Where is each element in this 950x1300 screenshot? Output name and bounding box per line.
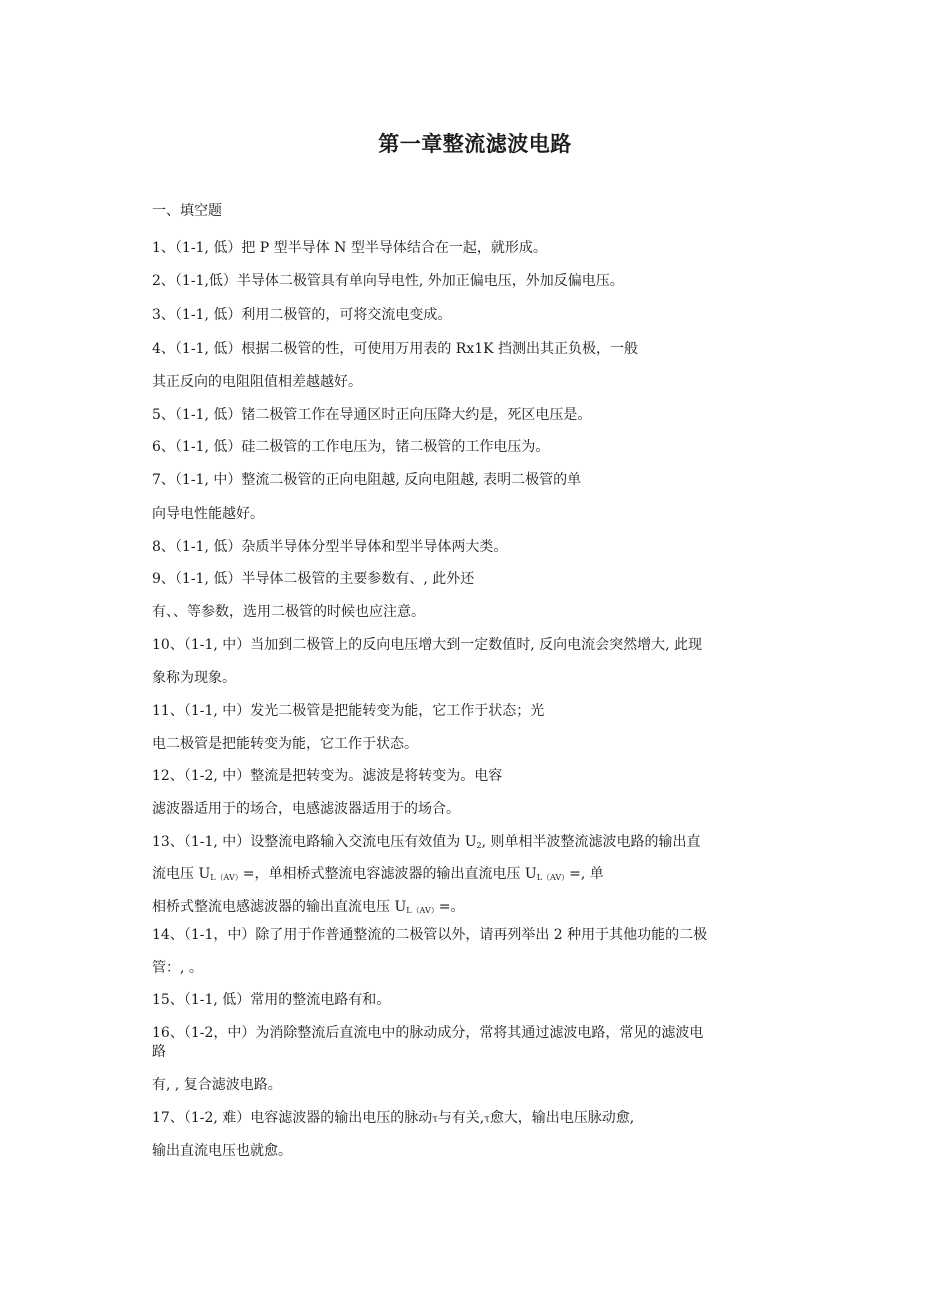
q13-subscript-2: 2: [476, 841, 482, 850]
q13-line3-part2: =。: [438, 899, 465, 915]
question-15: 15、（1-1, 低）常用的整流电路有和。: [152, 992, 391, 1008]
q17-line1-part2: 与有关,: [437, 1110, 485, 1126]
question-1: 1、（1-1, 低）把 P 型半导体 N 型半导体结合在一起，就形成。: [152, 240, 547, 256]
question-3: 3、（1-1, 低）利用二极管的，可将交流电变成。: [152, 307, 452, 323]
q13-line2-part2: =，单相桥式整流电容滤波器的输出直流电压 U: [242, 866, 537, 882]
question-12-line-2: 滤波器适用于的场合，电感滤波器适用于的场合。: [152, 801, 460, 817]
question-8: 8、（1-1, 低）杂质半导体分型半导体和型半导体两大类。: [152, 539, 508, 555]
q13-line2-part3: =, 单: [569, 866, 604, 882]
question-13-line-2: [152, 864, 812, 888]
question-7-line-1: 7、（1-1, 中）整流二极管的正向电阻越, 反向电阻越, 表明二极管的单: [152, 472, 582, 488]
question-16-line-1: 16、（1-2，中）为消除整流后直流电中的脉动成分，常将其通过滤波电路，常见的滤波电: [152, 1025, 704, 1041]
q17-line1-part3: 愈大，输出电压脉动愈,: [489, 1110, 635, 1126]
q17-tau-symbol-1: τ: [432, 1114, 438, 1125]
question-5: 5、（1-1, 低）锗二极管工作在导通区时正向压降大约是，死区电压是。: [152, 407, 592, 423]
question-4-line-1: 4、（1-1, 低）根据二极管的性，可使用万用表的 Rx1K 挡测出其正负极，一般: [152, 341, 639, 357]
chapter-title: 第一章整流滤波电路: [378, 132, 572, 156]
question-17-line-2: 输出直流电压也就愈。: [152, 1143, 292, 1159]
question-4-line-2: 其正反向的电阻阻值相差越越好。: [152, 374, 362, 390]
q13-line1-text: 13、（1-1, 中）设整流电路输入交流电压有效值为 U: [152, 834, 477, 850]
question-11-line-1: 11、（1-1, 中）发光二极管是把能转变为能，它工作于状态；光: [152, 703, 545, 719]
question-14-line-1: 14、（1-1，中）除了用于作普通整流的二极管以外，请再列举出 2 种用于其他功能的二极: [152, 927, 708, 943]
q13-line2-part1: 流电压 U: [152, 866, 211, 882]
question-11-line-2: 电二极管是把能转变为能，它工作于状态。: [152, 736, 418, 752]
question-2: 2、（1-1,低）半导体二极管具有单向导电性, 外加正偏电压，外加反偏电压。: [152, 273, 624, 289]
question-9-line-1: 9、（1-1, 低）半导体二极管的主要参数有、, 此外还: [152, 571, 475, 587]
q13-subscript-lav-3: L（AV）: [406, 906, 439, 915]
question-10-line-1: 10、（1-1, 中）当加到二极管上的反向电压增大到一定数值时, 反向电流会突然增大, 此现: [152, 637, 703, 653]
question-12-line-1: 12、（1-2, 中）整流是把转变为。滤波是将转变为。电容: [152, 768, 503, 784]
question-13-line-3: [152, 897, 812, 921]
section-heading: 一、填空题: [152, 203, 222, 219]
question-6: 6、（1-1, 低）硅二极管的工作电压为，锗二极管的工作电压为。: [152, 439, 550, 455]
question-14-line-2: 管：, 。: [152, 960, 203, 976]
question-17-line-1: [152, 1108, 812, 1130]
question-13-line-1: [152, 832, 812, 856]
question-7-line-2: 向导电性能越好。: [152, 506, 264, 522]
q13-line3-part1: 相桥式整流电感滤波器的输出直流电压 U: [152, 899, 407, 915]
question-10-line-2: 象称为现象。: [152, 670, 236, 686]
q17-line1-part1: 17、（1-2, 难）电容滤波器的输出电压的脉动: [152, 1110, 433, 1126]
q13-subscript-lav-2: L（AV）: [536, 873, 570, 882]
q13-subscript-lav-1: L（AV）: [210, 873, 243, 882]
question-9-line-2: 有、、等参数，选用二极管的时候也应注意。: [152, 604, 425, 620]
question-16-line-2: 有, , 复合滤波电路。: [152, 1077, 282, 1093]
question-16-line-1-wrap: 路: [152, 1044, 166, 1060]
q17-tau-symbol-2: τ: [484, 1114, 490, 1125]
q13-line1-tail: , 则单相半波整流滤波电路的输出直: [481, 834, 701, 850]
